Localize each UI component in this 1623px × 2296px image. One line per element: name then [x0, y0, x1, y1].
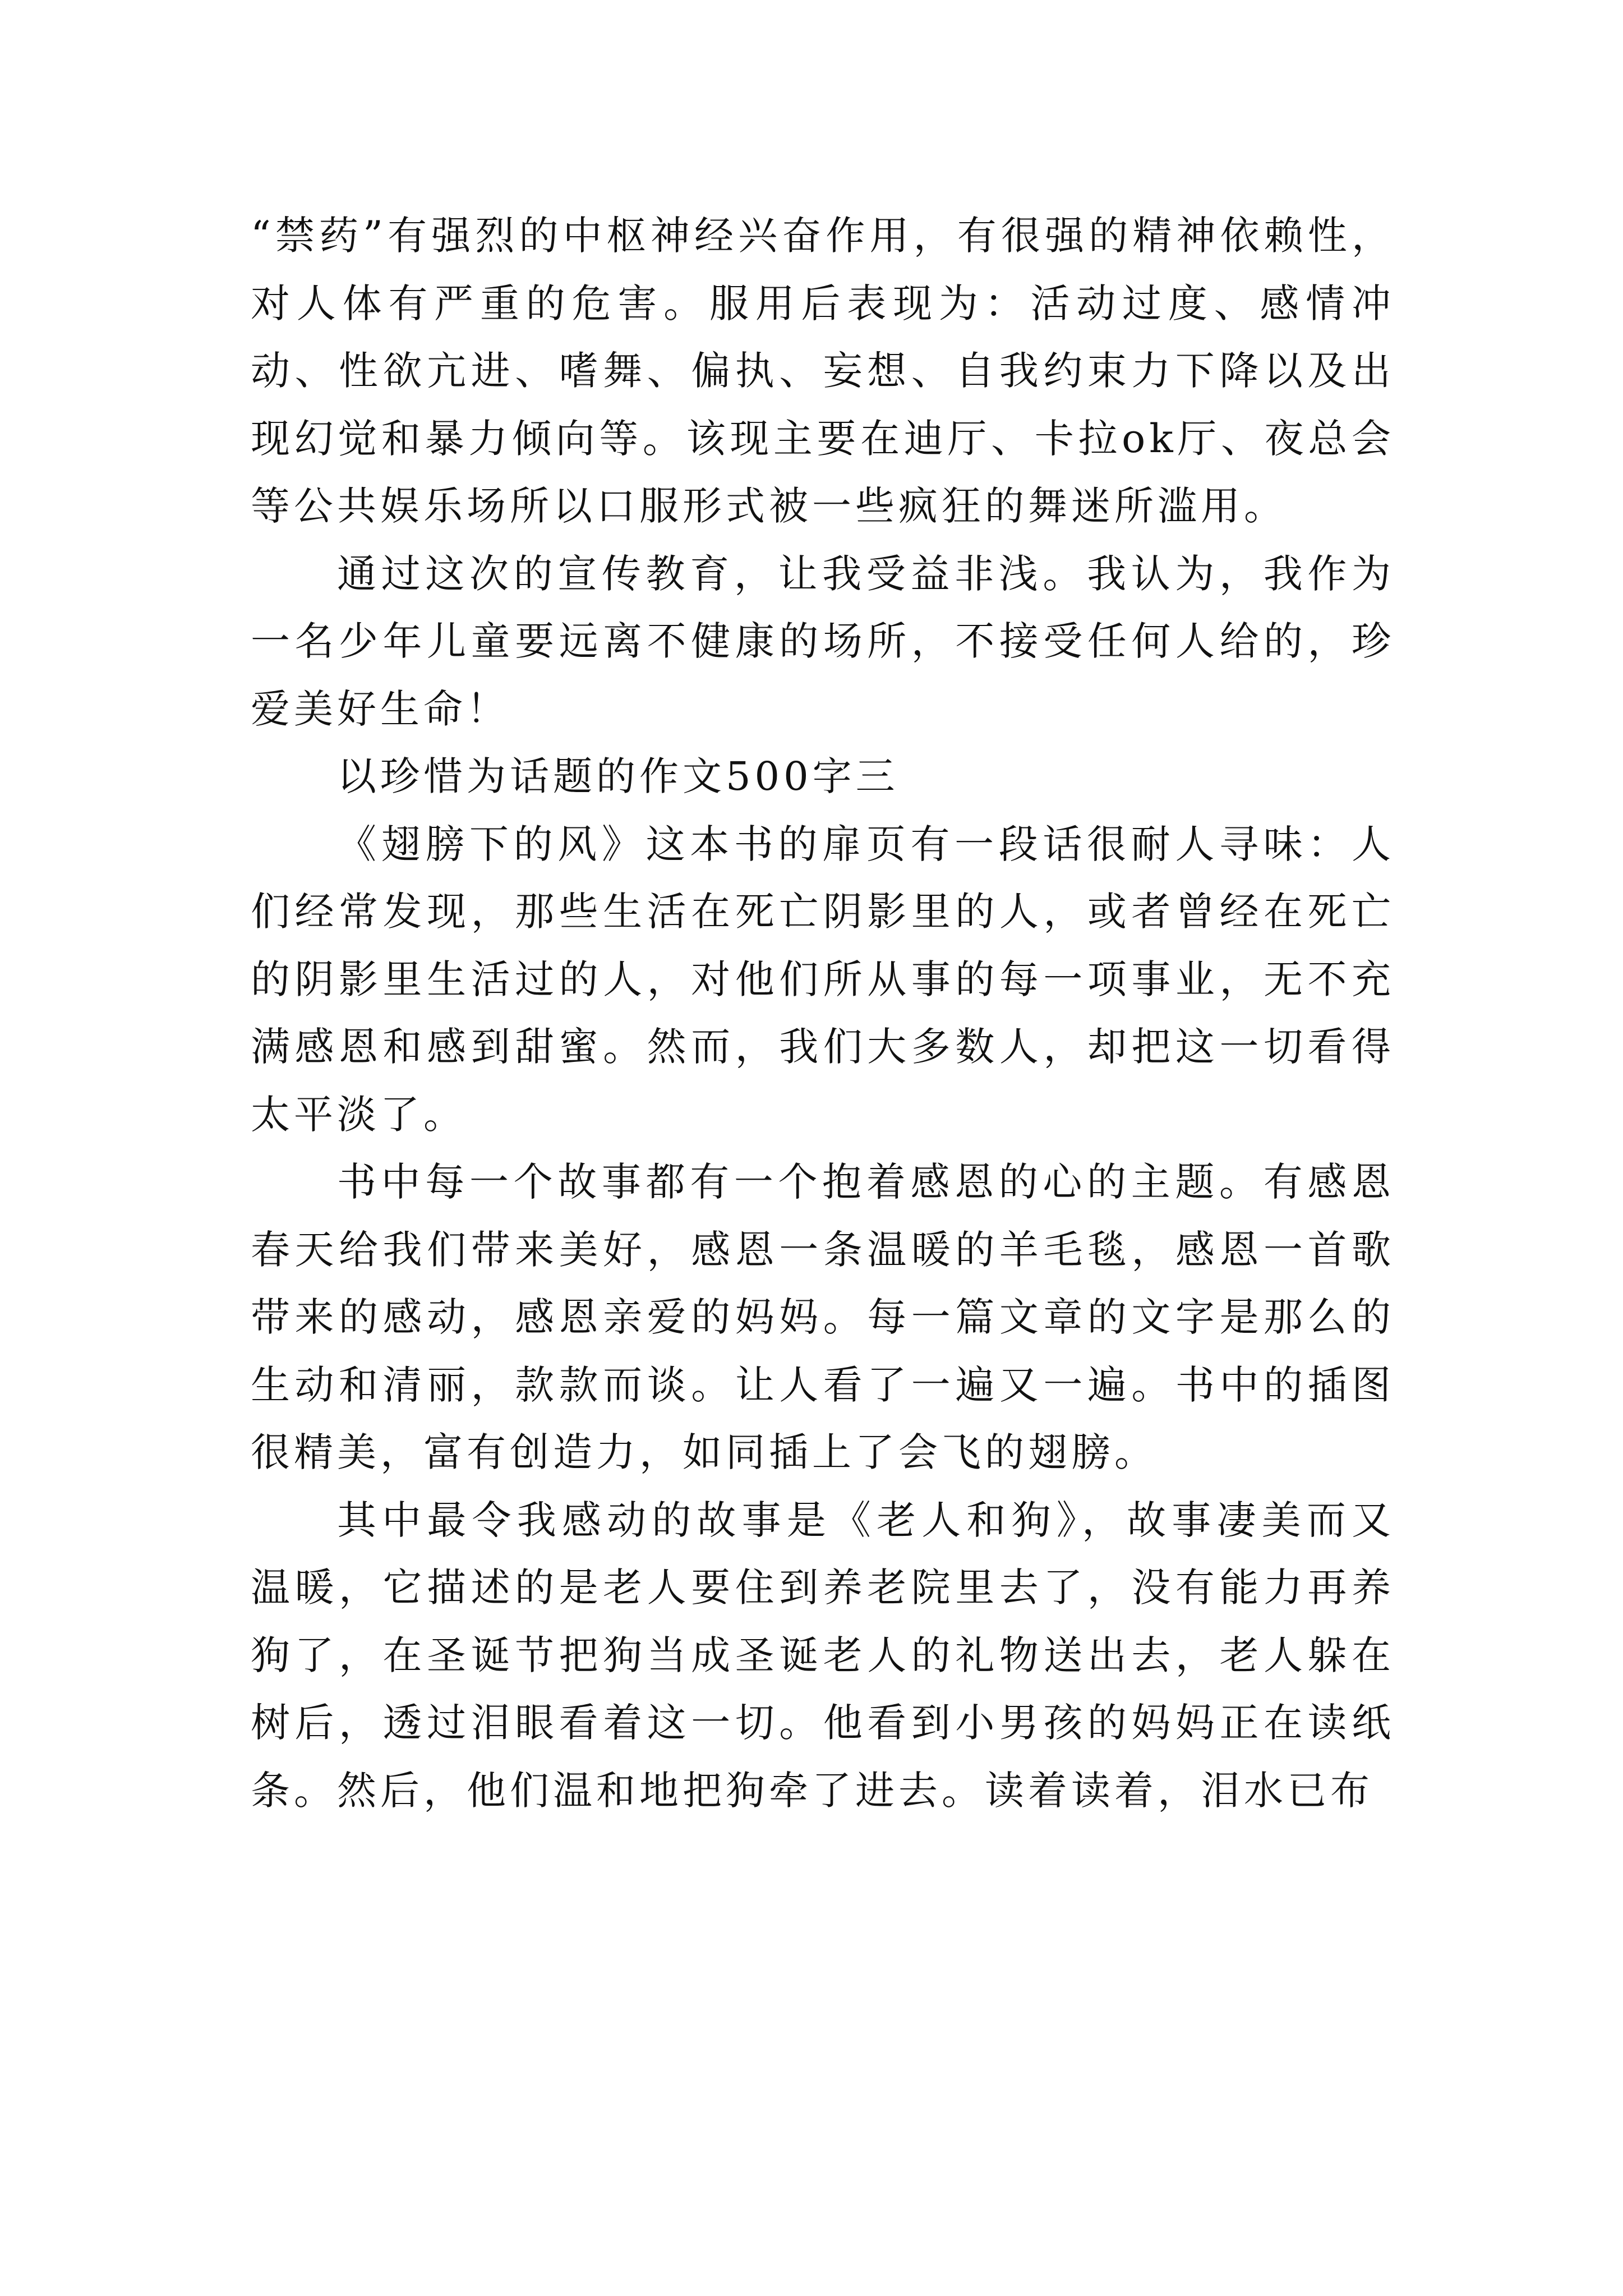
- paragraph-drug-effects: “禁药”有强烈的中枢神经兴奋作用，有很强的精神依赖性，对人体有严重的危害。服用后表现为：活动过度、感情冲动、性欲亢进、嗜舞、偏执、妄想、自我约束力下降以及出现幻觉和暴力倾向等。该现主要在迪厅、卡拉ok厅、夜总会等公共娱乐场所以口服形式被一些疯狂的舞迷所滥用。: [251, 213, 1395, 529]
- section-heading: 以珍惜为话题的作文500字三: [337, 753, 899, 799]
- body-text: [251, 202, 1395, 1824]
- paragraph-book-intro: 《翅膀下的风》这本书的扉页有一段话很耐人寻味：人们经常发现，那些生活在死亡阴影里的人，或者曾经在死亡的阴影里生活过的人，对他们所从事的每一项事业，无不充满感恩和感到甜蜜。然而，我们大多数人，却把这一切看得太平淡了。: [251, 821, 1395, 1138]
- paragraph-old-man-and-dog: 其中最令我感动的故事是《老人和狗》，故事凄美而又温暖，它描述的是老人要住到养老院里去了，没有能力再养狗了，在圣诞节把狗当成圣诞老人的礼物送出去，老人躲在树后，透过泪眼看着这一切。他看到小男孩的妈妈正在读纸条。然后，他们温和地把狗牵了进去。读着读着，泪水已布: [251, 1497, 1395, 1814]
- paragraph-book-stories: 书中每一个故事都有一个抱着感恩的心的主题。有感恩春天给我们带来美好，感恩一条温暖的羊毛毯，感恩一首歌带来的感动，感恩亲爱的妈妈。每一篇文章的文字是那么的生动和清丽，款款而谈。让人看了一遍又一遍。书中的插图很精美，富有创造力，如同插上了会飞的翅膀。: [251, 1159, 1395, 1475]
- paragraph-education-reflection: 通过这次的宣传教育，让我受益非浅。我认为，我作为一名少年儿童要远离不健康的场所，不接受任何人给的，珍爱美好生命！: [251, 550, 1395, 732]
